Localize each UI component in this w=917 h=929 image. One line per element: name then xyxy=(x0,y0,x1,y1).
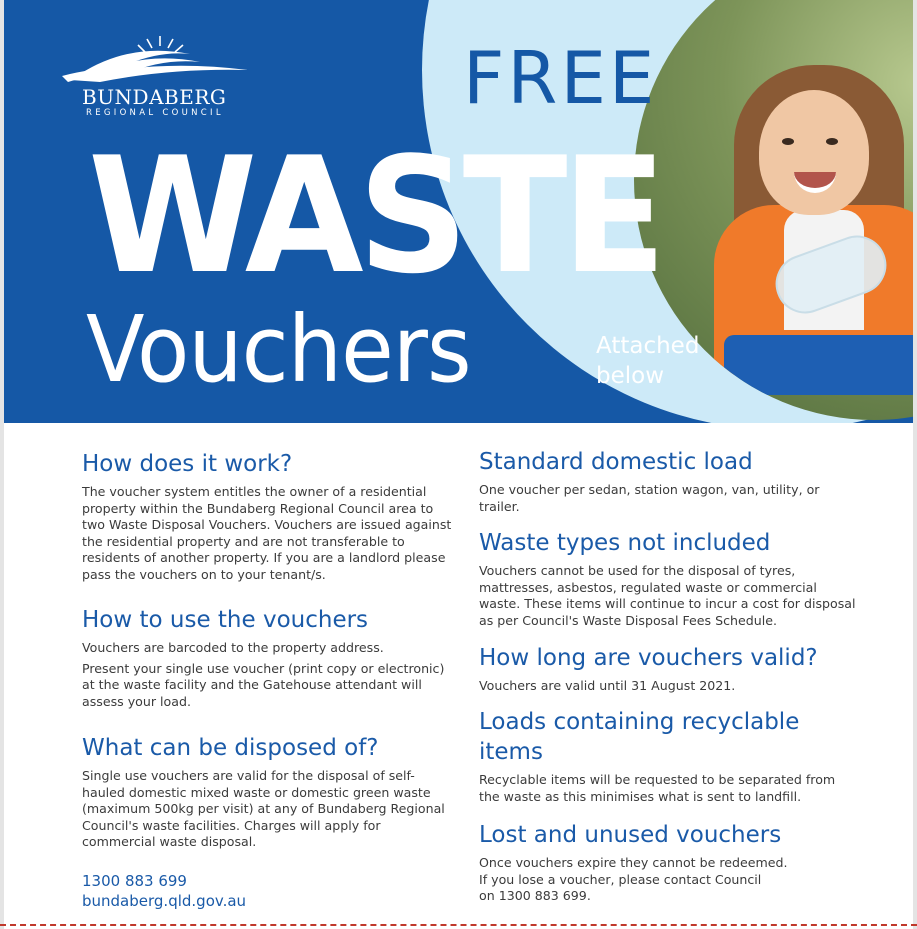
section-text: Present your single use voucher (print copy or electronic) at the waste facility and the Gatehouse attendant will assess your load. xyxy=(82,660,445,709)
hero-banner xyxy=(4,0,913,423)
recycling-bin xyxy=(724,335,913,395)
section-title: items xyxy=(479,739,543,765)
section-text: Recyclable items will be requested to be separated from the waste as this minimises what is sent to landfill. xyxy=(479,772,836,804)
section-title: Waste types not included xyxy=(479,530,771,556)
logo-subtitle: REGIONAL COUNCIL xyxy=(86,108,224,118)
attached-below-note: Attached below xyxy=(596,333,700,389)
flyer xyxy=(4,0,913,929)
free-heading: FREE xyxy=(463,36,658,120)
section-text: The voucher system entitles the owner of a residential property within the Bundaberg Regional Council area to two Waste Disposal Vouchers. Vouchers are issued against the residential property and are not transferable to residents of another property. If you are a landlord please pass the vouchers on to your tenant/s. xyxy=(82,484,452,582)
page-edge-right xyxy=(913,0,917,929)
section-title: Lost and unused vouchers xyxy=(479,822,782,848)
section-title: How long are vouchers valid? xyxy=(479,645,818,671)
cut-line xyxy=(0,924,917,926)
child-face xyxy=(759,90,869,215)
section-recyclable-items xyxy=(479,707,859,805)
vouchers-heading: Vouchers xyxy=(86,296,471,403)
section-text: If you lose a voucher, please contact Council xyxy=(479,871,762,887)
contact-website-link[interactable]: bundaberg.qld.gov.au xyxy=(82,892,247,910)
section-lost-unused xyxy=(479,820,859,905)
contact-details xyxy=(82,871,452,911)
logo-name: BUNDABERG xyxy=(82,85,227,109)
contact-phone[interactable]: 1300 883 699 xyxy=(82,872,187,890)
section-text: Vouchers cannot be used for the disposal of tyres, mattresses, asbestos, regulated waste or commercial waste. These items will continue to incur a cost for disposal as per Council's Waste Disposal Fees Schedule. xyxy=(479,563,856,628)
section-title: Loads containing recyclable xyxy=(479,709,800,735)
section-title: Standard domestic load xyxy=(479,449,753,475)
section-how-long-valid xyxy=(479,643,859,695)
section-text: Once vouchers expire they cannot be redeemed. xyxy=(479,855,788,870)
section-text: Single use vouchers are valid for the disposal of self-hauled domestic mixed waste or domestic green waste (maximum 500kg per visit) at any of Bundaberg Regional Council's waste facilities. Charges will apply for commercial waste disposal. xyxy=(82,768,445,850)
section-text: on 1300 883 699. xyxy=(479,888,591,904)
section-title: How does it work? xyxy=(82,451,293,477)
section-title: What can be disposed of? xyxy=(82,735,379,761)
section-waste-types-not-included xyxy=(479,528,859,629)
section-text: Vouchers are valid until 31 August 2021. xyxy=(479,678,736,693)
section-text: One voucher per sedan, station wagon, van, utility, or trailer. xyxy=(479,482,820,514)
section-how-does-it-work xyxy=(82,449,452,584)
section-standard-load xyxy=(479,447,859,515)
section-what-can-be-disposed xyxy=(82,733,452,851)
section-how-to-use xyxy=(82,605,452,710)
waste-heading: WASTE xyxy=(88,122,661,309)
section-text: Vouchers are barcoded to the property address. xyxy=(82,640,384,655)
section-title: How to use the vouchers xyxy=(82,607,369,633)
